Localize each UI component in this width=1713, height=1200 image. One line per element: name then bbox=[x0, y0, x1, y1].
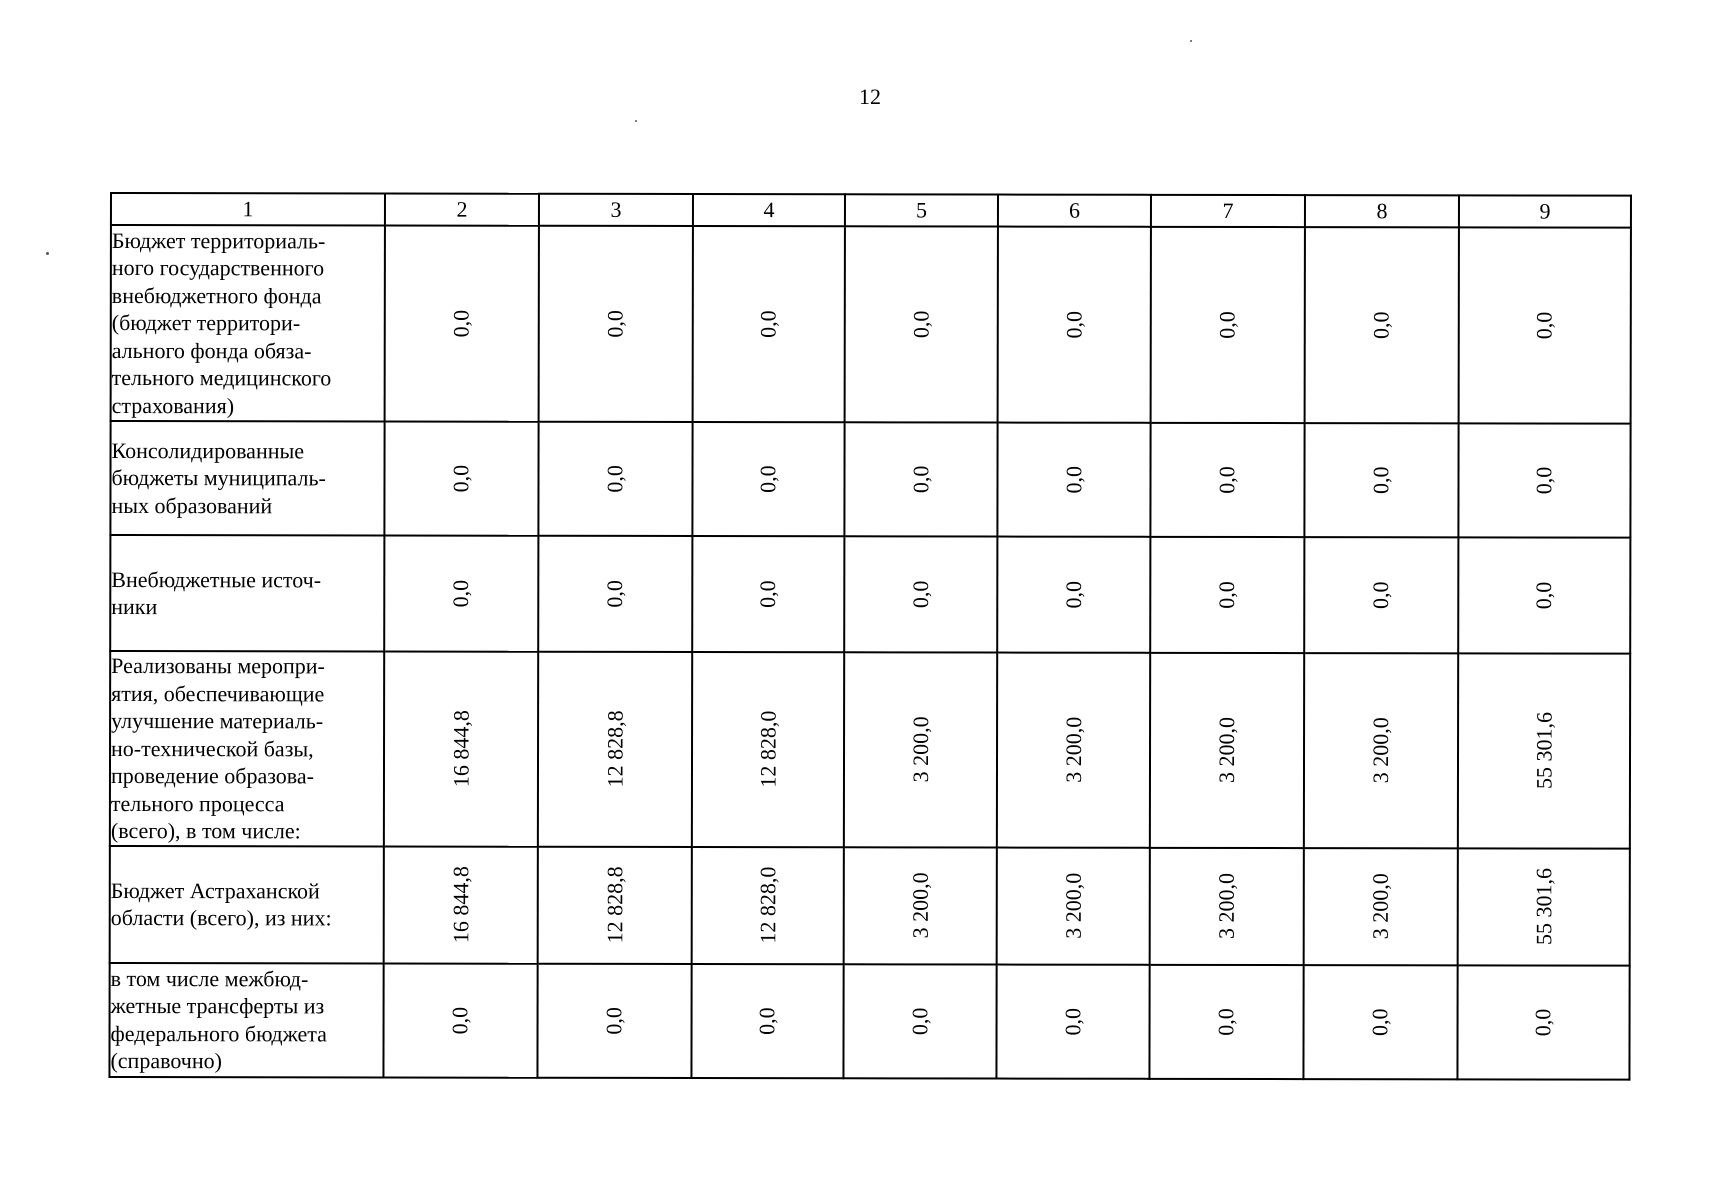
row-label-line: Бюджет территориаль- bbox=[111, 227, 326, 254]
cell-value: 3 200,0 bbox=[1213, 872, 1239, 939]
cell-value: 0,0 bbox=[1214, 311, 1240, 339]
cell-value: 0,0 bbox=[602, 580, 628, 608]
value-cell bbox=[1304, 848, 1458, 965]
value-cell bbox=[1458, 848, 1630, 965]
value-cell bbox=[538, 652, 692, 847]
cell-value: 0,0 bbox=[907, 465, 934, 494]
value-cell bbox=[1151, 227, 1305, 423]
value-cell bbox=[844, 847, 997, 964]
value-cell bbox=[692, 536, 844, 652]
cell-value: 12 828,0 bbox=[754, 710, 781, 788]
cell-value: 16 844,8 bbox=[447, 710, 474, 788]
cell-value: 0,0 bbox=[1368, 311, 1394, 339]
value-cell bbox=[1304, 537, 1458, 653]
header-row bbox=[111, 193, 1631, 228]
scan-speck bbox=[635, 120, 637, 122]
row-label bbox=[110, 651, 384, 846]
table-row-territorial-fund bbox=[111, 225, 1631, 424]
column-header: 6 bbox=[998, 195, 1151, 227]
value-cell bbox=[539, 226, 693, 422]
row-label-line: (всего), в том числе: bbox=[110, 818, 301, 844]
value-cell bbox=[845, 226, 998, 422]
cell-value: 0,0 bbox=[1060, 1007, 1086, 1035]
value-cell bbox=[997, 847, 1150, 964]
row-label bbox=[110, 535, 384, 651]
row-label-line: жетные трансферты из bbox=[110, 993, 325, 1019]
cell-value: 16 844,8 bbox=[447, 866, 473, 944]
value-cell bbox=[1305, 227, 1459, 423]
cell-value: 0,0 bbox=[755, 310, 781, 338]
cell-value: 3 200,0 bbox=[1367, 717, 1394, 784]
row-label-line: Реализованы меропри- bbox=[111, 653, 325, 679]
cell-value: 0,0 bbox=[1214, 581, 1240, 609]
table-row-extrabudgetary-sources bbox=[110, 535, 1630, 654]
cell-value: 0,0 bbox=[1531, 466, 1557, 495]
value-cell bbox=[537, 963, 691, 1077]
column-header: 3 bbox=[539, 194, 693, 226]
cell-value: 55 301,6 bbox=[1530, 867, 1556, 946]
row-label bbox=[109, 963, 383, 1077]
cell-value: 0,0 bbox=[754, 1006, 780, 1035]
value-cell bbox=[1150, 423, 1304, 537]
row-label-line: ных образований bbox=[111, 492, 273, 519]
cell-value: 0,0 bbox=[1367, 1007, 1393, 1036]
cell-value: 0,0 bbox=[1061, 310, 1087, 339]
value-cell bbox=[692, 422, 844, 536]
cell-value: 0,0 bbox=[602, 465, 628, 493]
cell-value: 3 200,0 bbox=[1213, 717, 1240, 784]
row-label-line: страхования) bbox=[111, 392, 235, 418]
value-cell bbox=[1150, 847, 1304, 964]
value-cell bbox=[691, 964, 843, 1078]
value-cell bbox=[1458, 537, 1630, 653]
cell-value: 0,0 bbox=[1368, 466, 1394, 494]
value-cell bbox=[1458, 423, 1630, 537]
budget-table bbox=[108, 192, 1632, 1080]
column-header: 9 bbox=[1459, 195, 1631, 227]
value-cell bbox=[1150, 653, 1304, 848]
table-row-implemented-measures bbox=[110, 651, 1630, 848]
cell-value: 3 200,0 bbox=[907, 716, 933, 783]
cell-value: 0,0 bbox=[602, 310, 628, 338]
value-cell bbox=[844, 536, 997, 652]
value-cell bbox=[997, 537, 1150, 653]
table-row-federal-transfers bbox=[109, 963, 1629, 1080]
row-label-line: улучшение материаль- bbox=[111, 708, 324, 734]
table-row-astrakhan-budget bbox=[110, 846, 1630, 966]
cell-value: 0,0 bbox=[1530, 1008, 1556, 1036]
cell-value: 0,0 bbox=[1060, 465, 1087, 494]
cell-value: 0,0 bbox=[908, 310, 934, 339]
cell-value: 3 200,0 bbox=[1060, 872, 1086, 939]
column-header: 4 bbox=[693, 194, 845, 226]
value-cell bbox=[844, 422, 997, 536]
value-cell bbox=[384, 421, 538, 535]
row-label-line: тельного медицинского bbox=[111, 365, 332, 391]
value-cell bbox=[383, 963, 537, 1077]
row-label-line: (бюджет территори- bbox=[111, 310, 301, 336]
column-header: 2 bbox=[385, 193, 539, 225]
row-label-line: Бюджет Астраханской bbox=[110, 877, 320, 903]
value-cell bbox=[538, 422, 692, 536]
value-cell bbox=[1150, 537, 1304, 653]
value-cell bbox=[692, 847, 844, 964]
value-cell bbox=[1457, 965, 1629, 1079]
row-label-line: бюджеты муниципаль- bbox=[111, 465, 326, 491]
value-cell bbox=[1304, 653, 1458, 848]
value-cell bbox=[997, 423, 1150, 537]
value-cell bbox=[385, 225, 539, 421]
table-row-municipal-budgets bbox=[110, 421, 1630, 538]
row-label-line: ники bbox=[111, 594, 158, 620]
cell-value: 0,0 bbox=[448, 309, 474, 338]
row-label-line: федерального бюджета bbox=[110, 1020, 327, 1046]
scan-speck bbox=[46, 252, 49, 255]
row-label-line: но-технической базы, bbox=[111, 735, 314, 761]
row-label-line: Консолидированные bbox=[111, 437, 305, 464]
cell-value: 3 200,0 bbox=[1367, 873, 1393, 940]
cell-value: 0,0 bbox=[907, 580, 933, 609]
cell-value: 0,0 bbox=[755, 580, 781, 608]
value-cell bbox=[843, 964, 996, 1078]
cell-value: 0,0 bbox=[1213, 1007, 1239, 1036]
column-header: 1 bbox=[111, 193, 385, 225]
row-label-line: Внебюджетные источ- bbox=[111, 566, 322, 592]
cell-value: 12 828,8 bbox=[601, 710, 628, 788]
row-label-line: ного государственного bbox=[111, 255, 325, 281]
value-cell bbox=[844, 652, 997, 847]
value-cell bbox=[1149, 964, 1303, 1078]
cell-value: 0,0 bbox=[1531, 311, 1557, 340]
cell-value: 0,0 bbox=[1368, 581, 1394, 609]
row-label-line: области (всего), из них: bbox=[110, 905, 332, 931]
column-header: 8 bbox=[1305, 195, 1459, 227]
row-label-line: ального фонда обяза- bbox=[111, 337, 312, 364]
cell-value: 3 200,0 bbox=[1060, 716, 1086, 783]
value-cell bbox=[538, 846, 692, 963]
column-header: 5 bbox=[845, 194, 998, 226]
value-cell bbox=[384, 651, 538, 846]
cell-value: 0,0 bbox=[448, 464, 474, 493]
row-label-line: в том числе межбюд- bbox=[110, 965, 309, 991]
value-cell bbox=[1303, 965, 1457, 1079]
cell-value: 55 301,6 bbox=[1530, 712, 1557, 790]
cell-value: 12 828,8 bbox=[601, 866, 627, 944]
cell-value: 0,0 bbox=[601, 1006, 627, 1035]
cell-value: 0,0 bbox=[1060, 580, 1086, 609]
row-label bbox=[110, 421, 384, 535]
value-cell bbox=[384, 535, 538, 651]
column-header: 7 bbox=[1151, 195, 1305, 227]
row-label-line: проведение образова- bbox=[110, 763, 314, 789]
value-cell bbox=[693, 226, 845, 422]
cell-value: 0,0 bbox=[755, 465, 781, 493]
cell-value: 0,0 bbox=[907, 1007, 933, 1035]
value-cell bbox=[384, 846, 538, 963]
value-cell bbox=[1304, 423, 1458, 537]
row-label-line: ятия, обеспечивающие bbox=[111, 680, 325, 706]
value-cell bbox=[996, 964, 1149, 1078]
value-cell bbox=[997, 653, 1150, 848]
cell-value: 0,0 bbox=[448, 579, 474, 608]
row-label-line: (справочно) bbox=[110, 1048, 222, 1074]
value-cell bbox=[1458, 653, 1630, 848]
cell-value: 12 828,0 bbox=[754, 866, 780, 944]
row-label bbox=[111, 225, 385, 421]
value-cell bbox=[998, 227, 1151, 423]
cell-value: 3 200,0 bbox=[907, 872, 933, 939]
scan-speck bbox=[1190, 40, 1192, 42]
row-label-line: внебюджетного фонда bbox=[111, 282, 322, 309]
row-label-line: тельного процесса bbox=[110, 790, 285, 816]
page-number: 12 bbox=[859, 84, 881, 109]
row-label bbox=[110, 846, 384, 963]
value-cell bbox=[1459, 227, 1631, 423]
cell-value: 0,0 bbox=[1531, 581, 1557, 610]
value-cell bbox=[538, 536, 692, 652]
value-cell bbox=[692, 652, 844, 847]
cell-value: 0,0 bbox=[1214, 466, 1240, 494]
cell-value: 0,0 bbox=[447, 1006, 473, 1034]
